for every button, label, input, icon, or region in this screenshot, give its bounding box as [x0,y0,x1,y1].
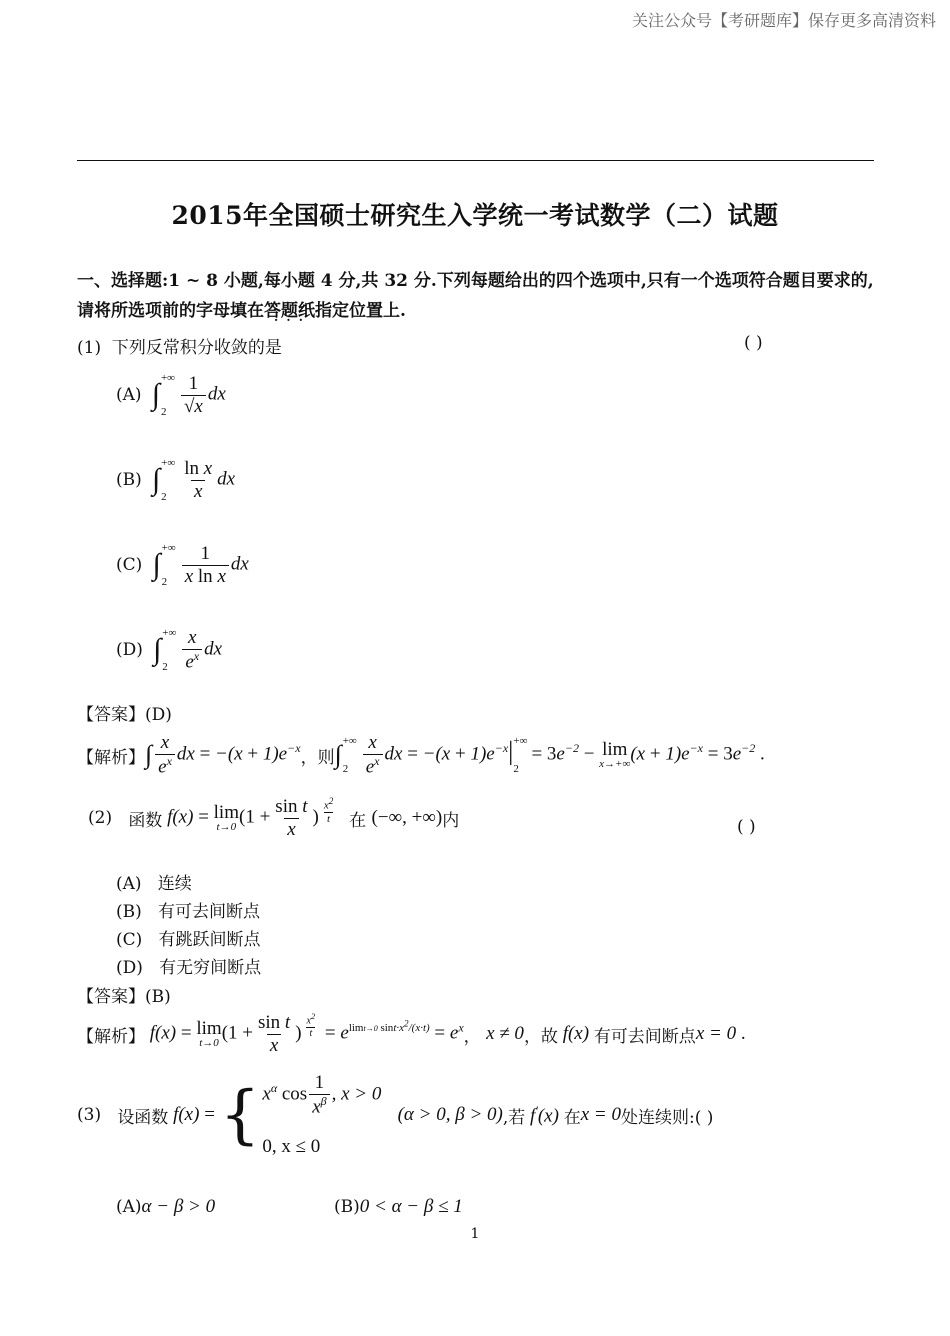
q2-option-d-label: (D) [116,958,143,978]
q2-interval: (−∞, +∞) [371,807,443,829]
q2-analysis-text2: 有可去间断点 [593,1026,696,1047]
q1-analysis-expr2: ∫ +∞ 2 $\frac{x}{e^x}$ dx = $-(x + 1)e^{-x}|$ +∞ 2 = $3e^{-2}$ − lim x→+∞ $(x + 1)e^{-x} = 3e^{-2}$ . [334,732,765,778]
q1-option-a-label: (A) [116,385,142,405]
q3-option-b [334,1196,463,1218]
q3-stem-mid2: 在 [563,1107,581,1128]
q1-option-d-label: (D) [116,640,143,660]
q1-answer-value: (D) [145,705,172,725]
q2-stem [88,796,459,841]
q3-stem-point: x = 0 [580,1104,621,1125]
q3-params: (α > 0, β > 0) [397,1104,503,1125]
q2-analysis-expr: f(x) = lim t→0 (1 + $\frac{\text{sin t}}{x}$ ) $\frac{x^2}{t}$ = $e^{limt\to 0 sint\cdot x^2/(x\cdot t)} = e^x$ [145,1012,464,1056]
q3-stem-mid: ,若 [502,1107,526,1128]
q2-option-b-text: 有可去间断点 [157,902,260,922]
section-tail: 指定位置上. [315,301,406,321]
q1-number: (1) [77,338,102,358]
q1-option-c-label: (C) [116,555,143,575]
q2-option-c [116,925,261,950]
q2-option-d [116,953,261,978]
q2-option-a-text: 连续 [157,874,192,894]
q1-answer [77,700,172,725]
q2-analysis: 【解析】 f(x) = lim t→0 (1 + $\frac{\text{sin t}}{x}$ ) $\frac{x^2}{t}$ = $e^{limt\to 0 sint\cdot x^2/(x\cdot t)} = e^x$ ， x ≠ 0 ，故 f(x) 有可去间断点 x = 0 . [77,1012,746,1056]
q3-option-a [116,1196,215,1218]
q3-fprime: f'(x) [525,1102,564,1127]
q2-answer-value: (B) [145,987,171,1007]
q3-stem-end: 处连续则:( ) [620,1107,714,1128]
q3-stem-prefix: 设函数 [117,1107,169,1128]
q2-stem-prefix: 函数 [128,810,163,831]
watermark: 关注公众号【考研题库】保存更多高清资料 [631,11,936,30]
q1-option-a [116,372,226,418]
q2-analysis-point: x = 0 [695,1023,737,1045]
q1-analysis-expr1: ∫ $\frac{x}{e^x}$ dx = $-(x + 1)e^{-x}$ [145,732,301,778]
q2-option-b [116,897,260,922]
q1-analysis-label: 【解析】 [77,747,145,768]
q2-option-a [116,869,192,894]
q3-option-b-expr: 0 < α − β ≤ 1 [359,1196,463,1217]
q1-option-d-expr: ∫ +∞ 2 $\frac{x}{e^x}$ dx [153,627,223,673]
q2-stem-suffix: 在 [349,810,367,831]
q1-option-c-expr: ∫ +∞ 2 $\frac{1}{\text{x ln x}}$ dx [152,542,249,588]
q3-piece-1: $x^\alpha$ cos $\frac{1}{x^\beta}$ , x > 0 [262,1072,382,1118]
q1-option-b-label: (B) [116,470,142,490]
q2-option-d-text: 有无穷间断点 [159,958,262,978]
q2-option-c-text: 有跳跃间断点 [158,930,261,950]
q2-analysis-text: ，故 [523,1026,558,1047]
q1-text: 下列反常积分收敛的是 [111,338,282,358]
q2-answer-label: 【答案】 [77,987,145,1007]
emphasis-answer-sheet: 答题纸 · · · [264,301,315,321]
q2-analysis-label: 【解析】 [77,1026,145,1047]
q3-stem [77,1072,713,1158]
q1-option-c [116,542,249,588]
q2-option-b-label: (B) [116,902,142,922]
q3-piece-2: 0, x ≤ 0 [262,1136,321,1158]
q3-option-b-label: (B) [334,1197,360,1217]
q1-option-d [116,627,222,673]
q2-answer [77,982,171,1007]
q2-option-a-label: (A) [116,874,142,894]
q1-stem [77,333,282,358]
q1-option-b-expr: ∫ +∞ 2 $\frac{\text{ln x}}{x}$ dx [151,457,236,503]
q2-analysis-fx: f(x) [557,1023,594,1045]
q2-number: (2) [88,808,113,829]
q2-answer-paren: ( ) [737,817,756,837]
q2-stem-end: 内 [442,810,460,831]
q2-function-expr: f(x) = lim t→0 (1 + $\frac{\text{sin t}}{x}$ ) $\frac{x^2}{t}$ [162,796,334,840]
section-instructions [77,266,877,326]
q3-function-def: f(x) = { $x^\alpha$ cos $\frac{1}{x^\beta}$ , x > 0 0, x ≤ 0 [168,1072,382,1158]
q1-option-a-expr: ∫ +∞ 2 $\frac{1}{√x}$ dx [151,372,226,418]
q1-answer-label: 【答案】 [77,705,145,725]
q1-analysis-then: 则 [317,747,335,768]
exam-title: 2015年全国硕士研究生入学统一考试数学（二）试题 [171,201,779,230]
q1-option-b [116,457,235,503]
q2-analysis-cond: x ≠ 0 [486,1023,524,1045]
header-rule [77,160,874,161]
section-text: 一、选择题:1 ~ 8 小题,每小题 4 分,共 32 分.下列每题给出的四个选项中,只有一个选项符合题目要求的,请将所选项前的字母填在 [77,271,874,321]
q1-analysis: 【解析】 ∫ $\frac{x}{e^x}$ dx = $-(x + 1)e^{-x}$ ， 则 ∫ +∞ 2 $\frac{x}{e^x}$ dx = $-(x + 1)e^{-x}|$ +∞ 2 = $3e^{-2}$ − lim x→+∞ $(x + 1)e^{-x} = 3e^{-2}$ . [77,732,765,778]
q3-option-a-expr: α − β > 0 [141,1196,216,1217]
q1-answer-paren: ( ) [744,333,763,353]
q3-option-a-label: (A) [116,1197,142,1217]
q2-option-c-label: (C) [116,930,143,950]
page-number: 1 [470,1226,480,1242]
q3-number: (3) [77,1105,102,1125]
